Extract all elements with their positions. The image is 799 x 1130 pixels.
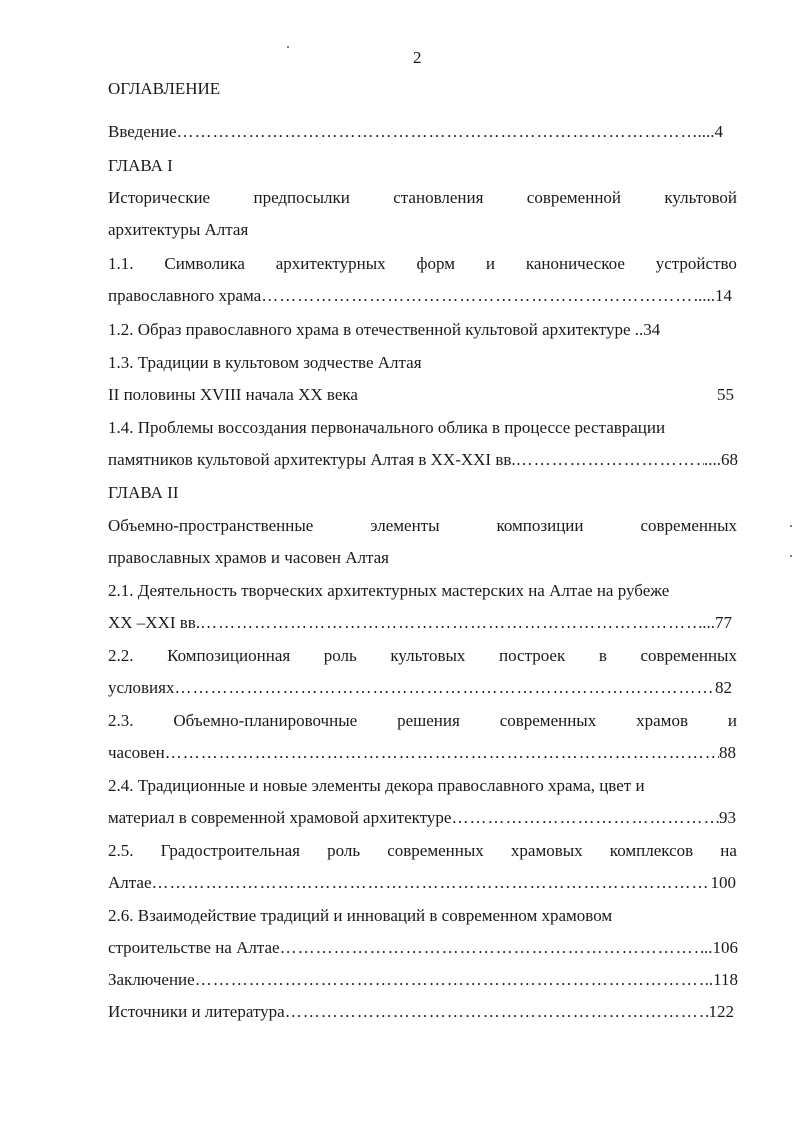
toc-entry-2-6-line1[interactable]: 2.6. Взаимодействие традиций и инноваций в современном храмовом [108,906,613,925]
word: каноническое [525,254,625,273]
word: 1.1. [108,254,134,273]
toc-page: 93 [719,808,736,827]
word: Объемно-планировочные [173,711,358,730]
chapter-title-2-line2: православных храмов и часовен Алтая [108,548,389,567]
word: Объемно-пространственные [108,516,314,535]
toc-entry-2-2-line1[interactable] [108,645,737,667]
chapter-heading-1: ГЛАВА I [108,156,173,175]
toc-label: строительстве на Алтае [108,938,280,957]
chapter-title-1-line2: архитектуры Алтая [108,220,249,239]
toc-page: ....68 [704,450,738,469]
toc-entry-1-3-line2[interactable] [108,384,734,406]
word: современных [387,841,484,860]
toc-entry-2-1-line1[interactable]: 2.1. Деятельность творческих архитектурных мастерских на Алтае на рубеже [108,581,670,600]
toc-entry-intro[interactable] [108,121,723,143]
toc-label: материал в современной храмовой архитектуре [108,808,452,827]
scan-speck [790,555,792,557]
word: архитектурных [275,254,386,273]
scan-speck [790,525,792,527]
dot-leader [280,937,704,959]
toc-entry-1-4-line1[interactable]: 1.4. Проблемы воссоздания первоначального облика в процессе реставрации [108,418,666,437]
scan-speck [287,46,289,48]
word: культовых [390,646,466,665]
toc-label: Алтае [108,873,152,892]
dot-leader [451,807,719,829]
toc-label: условиях [108,678,175,697]
toc-label: часовен [108,743,165,762]
dot-leader [152,872,711,894]
word: роль [323,646,357,665]
word: композиции [496,516,584,535]
word: устройство [655,254,737,273]
toc-entry-conclusion[interactable] [108,969,738,991]
word: культовой [664,188,737,207]
word: и [485,254,495,273]
word: Композиционная [167,646,291,665]
toc-label: XX –XXI вв. [108,613,201,632]
toc-entry-2-6-line2[interactable] [108,937,738,959]
word: предпосылки [253,188,350,207]
toc-entry-1-4-line2[interactable] [108,449,738,471]
chapter-title-1-line1 [108,187,737,209]
word: роль [327,841,361,860]
dot-leader [195,969,705,991]
word: 2.2. [108,646,134,665]
toc-page: 88 [719,743,736,762]
toc-entry-2-4-line2[interactable] [108,807,736,829]
toc-label: Заключение [108,970,195,989]
toc-entry-1-1-line1[interactable] [108,253,737,275]
toc-page: 122 [708,1002,734,1021]
toc-page: .....14 [693,286,732,305]
toc-entry-2-3-line2[interactable] [108,742,736,764]
toc-entry-1-3-line1[interactable]: 1.3. Традиции в культовом зодчестве Алтая [108,353,422,372]
toc-page: ....4 [697,122,723,141]
dot-leader [200,612,702,634]
word: Исторические [108,188,211,207]
toc-page: 55 [717,385,734,404]
toc-page: 100 [710,873,736,892]
toc-label: Источники и литература [108,1002,285,1021]
toc-entry-2-5-line1[interactable] [108,840,737,862]
toc-page: ..106 [704,938,738,957]
dot-leader [177,121,698,143]
word: современных [640,646,737,665]
toc-title: ОГЛАВЛЕНИЕ [108,79,221,98]
word: становления [393,188,484,207]
toc-entry-1-1-line2[interactable] [108,285,732,307]
toc-label: II половины XVIII начала XX века [108,385,358,404]
word: 2.5. [108,841,134,860]
toc-entry-2-3-line1[interactable] [108,710,737,732]
word: элементы [370,516,440,535]
word: храмов [636,711,688,730]
word: 2.3. [108,711,134,730]
word: современных [640,516,737,535]
page-number: 2 [413,48,422,67]
dot-leader [165,742,719,764]
dot-leader [261,285,694,307]
toc-entry-2-2-line2[interactable] [108,677,732,699]
toc-label: Введение [108,122,177,141]
toc-entry-sources[interactable] [108,1001,734,1023]
chapter-heading-2: ГЛАВА II [108,483,179,502]
word: на [720,841,737,860]
toc-page: 82 [715,678,732,697]
dot-leader [285,1001,709,1023]
toc-page: ..118 [704,970,738,989]
word: Градостроительная [160,841,300,860]
word: в [598,646,607,665]
toc-entry-1-2[interactable]: 1.2. Образ православного храма в отечественной культовой архитектуре ..34 [108,320,661,339]
word: построек [499,646,566,665]
word: комплексов [609,841,694,860]
toc-page: ...77 [702,613,732,632]
dot-leader [174,677,715,699]
word: современной [526,188,622,207]
toc-entry-2-4-line1[interactable]: 2.4. Традиционные и новые элементы декора православного храма, цвет и [108,776,645,795]
word: современных [499,711,597,730]
dot-leader [516,449,704,471]
word: решения [397,711,460,730]
toc-entry-2-5-line2[interactable] [108,872,736,894]
chapter-title-2-line1 [108,515,737,537]
toc-entry-2-1-line2[interactable] [108,612,732,634]
word: и [727,711,737,730]
word: храмовых [510,841,583,860]
toc-label: православного храма [108,286,262,305]
toc-label: памятников культовой архитектуры Алтая в XX-XXI вв. [108,450,516,469]
word: форм [416,254,455,273]
word: Символика [164,254,245,273]
